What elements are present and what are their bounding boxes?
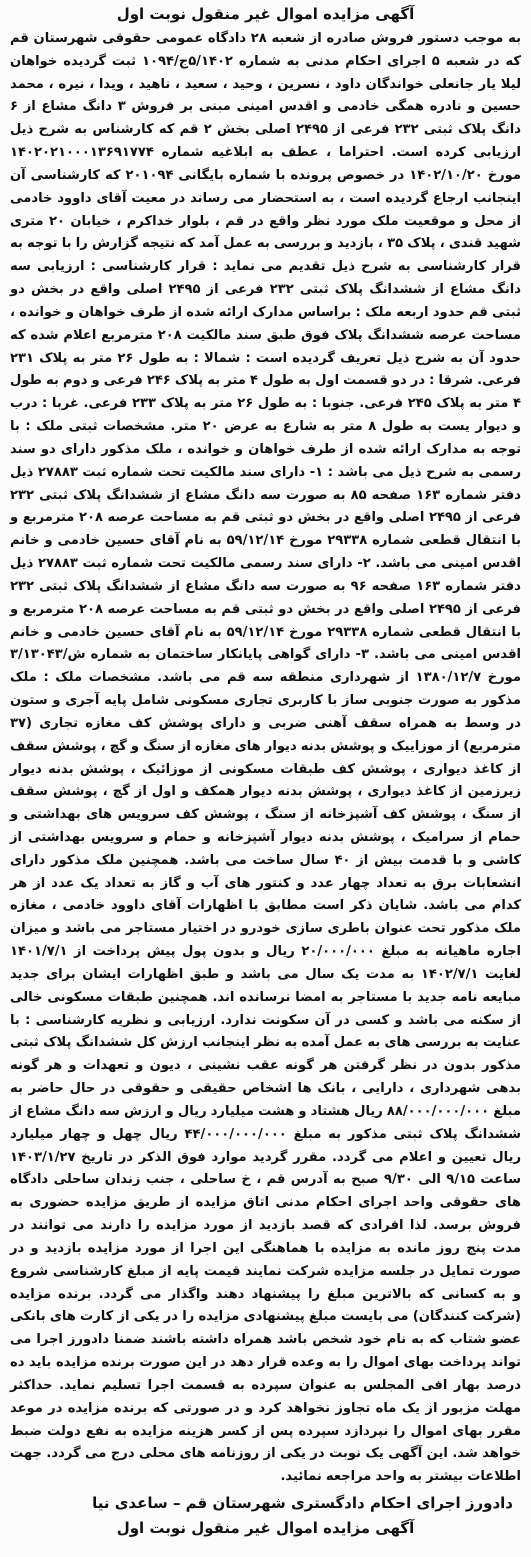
- notice-body-paragraph: [10, 28, 521, 1489]
- notice-body-text: خواهان لیلا یار جانعلی خواندگان داود ، نسرین ، وحید ، سعید ، ناهید ، ویدا ، نیره ، محمد حسین و نادره همگی خادمی و اقدس امینی مبنی بر فروش ۳ دانگ مشاع از ۶ دانگ پلاک ثبتی ۲۳۲ فرعی از ۲۴۹۵ اصلی بخش ۲ قم که کارشناس به شرح ذیل ارزیابی کرده است. احتراما ، عطف به ابلاغیه شماره ۱۴۰۲۰۲۱۰۰۰۱۳۶۹۱۷۷۴ مورخ ۱۴۰۲/۱۰/۲۰ در خصوص پرونده با شماره بایگانی ۲۰۱۰۹۴ که کارشناسی آن اینجانب ارجاع گردیده است ، به استحضار می رساند در معیت آقای داوود خادمی از محل و موقعیت ملک مورد نظر واقع در قم ، بلوار خداکرم ، خیابان ۲۰ متری شهید قندی ، پلاک ۳۵ ، بازدید و بررسی به عمل آمد که نتیجه گزارش را با توجه به قرار کارشناسی به شرح ذیل تقدیم می نماید : قرار کارشناسی : ارزیابی سه دانگ مشاع از ششدانگ پلاک ثبتی ۲۳۲ فرعی از ۲۴۹۵ اصلی واقع در بخش دو ثبتی قم حدود اربعه ملک : براساس مدارک ارائه شده از طرف خواهان و خوانده ، مساحت عرصه ششدانگ پلاک فوق طبق سند مالکیت ۲۰۸ مترمربع اعلام شده که حدود آن به شرح ذیل تعریف گردیده است : شمالا : به طول ۲۶ متر به پلاک ۲۳۱ فرعی. شرقا : در دو قسمت اول به طول ۴ متر به پلاک ۲۴۶ فرعی و دوم به طول ۴ متر به پلاک ۲۴۵ فرعی. جنوبا : به طول ۲۶ متر به پلاک ۲۳۳ فرعی. غربا : درب و دیوار یست به طول ۸ متر به شارع به عرض ۲۰ متر. مشخصات ثبتی ملک : با توجه به مدارک ارائه شده از طرف خواهان و خوانده ، ملک مذکور دارای دو سند رسمی به شرح ذیل می باشد : ۱- دارای سند مالکیت تحت شماره ثبت ۲۷۸۸۳ ذیل دفتر شماره ۱۶۳ صفحه ۸۵ به صورت سه دانگ مشاع از ششدانگ پلاک ثبتی ۲۳۲ فرعی از ۲۴۹۵ اصلی واقع در بخش دو ثبتی قم به مساحت عرصه ۲۰۸ مترمربع و با انتقال قطعی شماره ۲۹۳۳۸ مورخ ۵۹/۱۲/۱۴ به نام آقای حسین خادمی و خانم اقدس امینی می باشد. ۲- دارای سند رسمی مالکیت تحت شماره ثبت ۲۷۸۸۳ ذیل دفتر شماره ۱۶۳ صفحه ۹۶ به صورت سه دانگ مشاع از ششدانگ پلاک ثبتی ۲۳۲ فرعی از ۲۴۹۵ اصلی واقع در بخش دو ثبتی قم به مساحت عرصه ۲۰۸ مترمربع و با انتقال قطعی شماره ۲۹۳۳۸ مورخ ۵۹/۱۲/۱۴ به نام آقای حسین خادمی و خانم اقدس امینی می باشد. ۳- دارای گواهی پایانکار ساختمان به شماره ش/۳/۱۳۰۴۳ مورخ ۱۳۸۰/۱۲/۷ از شهرداری منطقه سه قم می باشد. مشخصات ملک : ملک مذکور به صورت جنوبی ساز با کاربری تجاری مسکونی شامل پایه آجری و ستون در وسط به همراه سقف آهنی ضربی و دارای پوشش کف مغازه تجاری (۳۷ مترمربع) از موزاییک و پوشش بدنه دیوار های مغازه از سنگ و گچ ، پوشش سقف از کاغذ دیواری ، پوشش کف طبقات مسکونی از موزائیک ، پوشش بدنه دیوار زیرزمین از کاغذ دیواری ، پوشش بدنه دیوار همکف و اول از گچ ، پوشش سقف از سنگ ، پوشش کف آشپزخانه از سنگ ، پوشش کف سرویس های بهداشتی و حمام از سرامیک ، پوشش بدنه دیوار آشپزخانه و حمام و سرویس بهداشتی از کاشی و با قدمت بیش از ۴۰ سال ساخت می باشد. همچنین ملک مذکور دارای انشعابات برق به تعداد چهار عدد و کنتور های آب و گاز به تعداد یک عدد از هر کدام می باشد. شایان ذکر است مطابق با اظهارات آقای داوود خادمی ، مغازه ملک مذکور تحت عنوان باطری سازی خودرو در اختیار مستاجر می باشد و میزان اجاره ماهیانه به مبلغ ۲۰/۰۰۰/۰۰۰ ریال و بدون پول پیش پرداخت از ۱۴۰۱/۷/۱ لغایت ۱۴۰۲/۷/۱ به مدت یک سال می باشد و طبق اظهارات ایشان برای جدید مبایعه نامه جدید با مستاجر به امضا نرسانده اند. همچنین طبقات مسکونی خالی از سکنه می باشد و کسی در آن سکونت ندارد. ارزیابی و نظریه کارشناسی : با عنایت به بررسی های به عمل آمده به نظر اینجانب ارزش کل ششدانگ پلاک ثبتی مذکور بدون در نظر گرفتن هر گونه عقب نشینی ، دیون و تعهدات و هر گونه بدهی شهرداری ، دارایی ، بانک ها اشخاص حقیقی و حقوقی در حال حاضر به مبلغ ۸۸/۰۰۰/۰۰۰/۰۰۰ ریال هشتاد و هشت میلیارد ریال و ارزش سه دانگ مشاع از ششدانگ پلاک ثبتی مذکور به مبلغ ۴۴/۰۰۰/۰۰۰/۰۰۰ ریال چهل و چهار میلیارد ریال تعیین و اعلام می گردد. مقرر گردید موارد فوق الذکر در تاریخ ۱۴۰۳/۱/۲۷ ساعت ۹/۱۵ الی ۹/۳۰ صبح به آدرس قم ، خ ساحلی ، جنب زندان ساحلی دادگاه های حقوقی واحد اجرای احکام مدنی اتاق مزایده از طریق مزایده حضوری به فروش برسد. لذا افرادی که قصد بازدید از مورد مزایده را دارند می توانند در مدت پنج روز مانده به مزایده با هماهنگی این اجرا از مورد مزایده بازدید و در صورت تمایل در جلسه مزایده شرکت نمایند قیمت پایه از مبلغ کارشناسی شروع و به کسانی که بالاترین مبلغ را پیشنهاد دهند واگذار می گردد. برنده مزایده (شرکت کنندگان) می بایست مبلغ پیشنهادی مزایده را در یکی از کارت های بانکی عضو شتاب که به نام خود شخص باشد همراه داشته باشند ضمنا دادورز اجرا می تواند پرداخت بهای اموال را به وعده قرار دهد در این صورت برنده مزایده باید ده درصد بهار افی المجلس به عنوان سپرده به قسمت اجرا تسلیم نماید. حداکثر مهلت مزبور از یک ماه تجاوز نخواهد کرد و در صورتی که برنده مزایده در موعد مقرر بهای اموال را نپردازد سپرده پس از کسر هزینه مزایده به نفع دولت ضبط خواهد شد. این آگهی یک نوبت در یکی از روزنامه های محلی درج می گردد. جهت اطلاعات بیشتر به واحد مراجعه نمائید.: [10, 53, 522, 1485]
- notice-header-title: آگهی مزایده اموال غیر منقول نوبت اول: [116, 5, 415, 23]
- notice-footer-title: آگهی مزایده اموال غیر منقول نوبت اول: [116, 1519, 415, 1537]
- notice-signature: دادورز اجرای احکام دادگستری شهرستان قم – ساعدی نیا: [92, 1494, 513, 1512]
- notice-lead-line: به موجب دستور فروش صادره از شعبه ۲۸ دادگاه عمومی حقوقی شهرستان قم که در شعبه ۵ اجرای احکام مدنی به شماره ۵/۱۴۰۲ج/۱۰۹۴ ثبت گردیده: [10, 31, 521, 69]
